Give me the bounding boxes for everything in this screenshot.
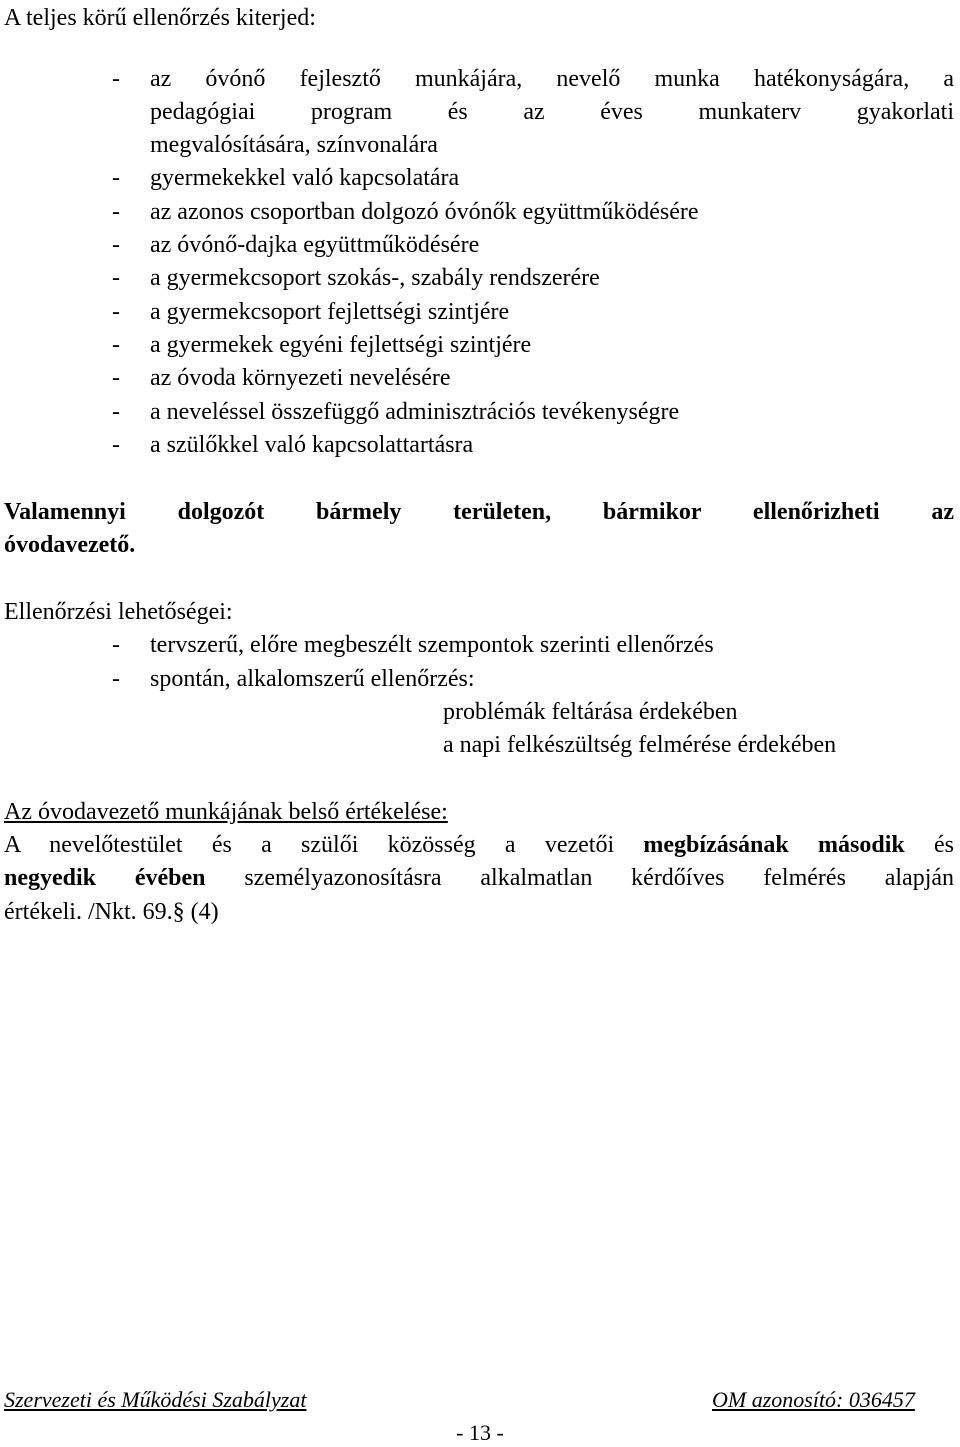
list-bullet: - bbox=[112, 299, 120, 325]
options-heading: Ellenőrzési lehetőségei: bbox=[4, 599, 233, 625]
list-bullet: - bbox=[112, 332, 120, 358]
footer-document-title: Szervezeti és Működési Szabályzat bbox=[4, 1387, 307, 1412]
evaluation-emphasis: megbízásának második bbox=[643, 832, 905, 858]
statement-line: óvodavezető. bbox=[4, 532, 136, 558]
list-bullet: - bbox=[112, 399, 120, 425]
evaluation-emphasis: negyedik évében bbox=[4, 865, 206, 891]
list-bullet: - bbox=[112, 365, 120, 391]
evaluation-text: A nevelőtestület és a szülői közösség a vezetői bbox=[4, 832, 615, 858]
option-subitem: a napi felkészültség felmérése érdekében bbox=[443, 732, 837, 758]
option-item: spontán, alkalomszerű ellenőrzés: bbox=[150, 666, 475, 692]
list-bullet: - bbox=[112, 199, 120, 225]
list-item: az azonos csoportban dolgozó óvónők együttműködésére bbox=[150, 199, 699, 225]
list-item: gyermekekkel való kapcsolatára bbox=[150, 165, 460, 191]
evaluation-line bbox=[4, 862, 954, 895]
list-bullet: - bbox=[112, 432, 120, 458]
list-item: az óvónő-dajka együttműködésére bbox=[150, 232, 480, 258]
list-item: a gyermekcsoport fejlettségi szintjére bbox=[150, 299, 510, 325]
evaluation-heading: Az óvodavezető munkájának belső értékelése: bbox=[4, 799, 448, 825]
option-item: tervszerű, előre megbeszélt szempontok szerinti ellenőrzés bbox=[150, 632, 714, 658]
page-number: - 13 - bbox=[456, 1420, 504, 1445]
list-item: a gyermekek egyéni fejlettségi szintjére bbox=[150, 332, 532, 358]
evaluation-text: és bbox=[934, 832, 955, 858]
evaluation-line: értékeli. /Nkt. 69.§ (4) bbox=[4, 899, 219, 925]
list-item: az óvoda környezeti nevelésére bbox=[150, 365, 451, 391]
evaluation-line bbox=[4, 829, 954, 862]
option-subitem: problémák feltárása érdekében bbox=[443, 699, 738, 725]
list-item: az óvónő fejlesztő munkájára, nevelő munka hatékonyságára, a bbox=[150, 66, 954, 92]
evaluation-text: személyazonosításra alkalmatlan kérdőíves felmérés alapján bbox=[244, 865, 955, 891]
list-bullet: - bbox=[112, 66, 120, 92]
list-bullet: - bbox=[112, 666, 120, 692]
list-bullet: - bbox=[112, 265, 120, 291]
list-bullet: - bbox=[112, 165, 120, 191]
list-item-continued: pedagógiai program és az éves munkaterv gyakorlati bbox=[150, 99, 954, 125]
list-item-continued: megvalósítására, színvonalára bbox=[150, 132, 438, 158]
footer-om-id: OM azonosító: 036457 bbox=[712, 1387, 915, 1412]
statement-line: Valamennyi dolgozót bármely területen, bármikor ellenőrizheti az bbox=[4, 499, 954, 525]
list-bullet: - bbox=[112, 632, 120, 658]
list-item: a gyermekcsoport szokás-, szabály rendszerére bbox=[150, 265, 600, 291]
list-item: a neveléssel összefüggő adminisztrációs tevékenységre bbox=[150, 399, 680, 425]
list-item: a szülőkkel való kapcsolattartásra bbox=[150, 432, 474, 458]
list-bullet: - bbox=[112, 232, 120, 258]
section-intro: A teljes körű ellenőrzés kiterjed: bbox=[4, 5, 316, 31]
